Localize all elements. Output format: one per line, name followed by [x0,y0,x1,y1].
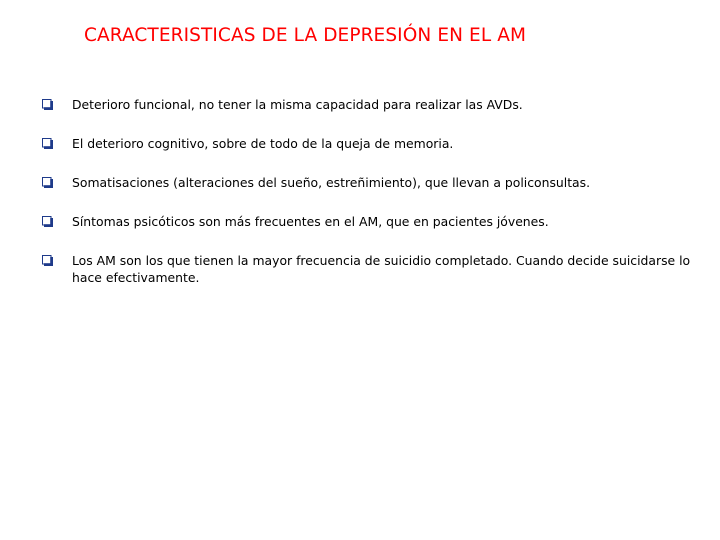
square-bullet-icon [42,99,53,110]
square-bullet-icon [42,177,53,188]
list-item [42,174,692,191]
bullet-text: El deterioro cognitivo, sobre de todo de la queja de memoria. [72,136,454,151]
list-item [42,135,692,152]
bullet-text: Somatisaciones (alteraciones del sueño, estreñimiento), que llevan a policonsultas. [72,175,591,190]
slide-title: CARACTERISTICAS DE LA DEPRESIÓN EN EL AM [84,25,527,46]
square-bullet-icon [42,138,53,149]
bullet-text: Deterioro funcional, no tener la misma capacidad para realizar las AVDs. [72,97,523,112]
bullet-text: Los AM son los que tienen la mayor frecuencia de suicidio completado. Cuando decide suicidarse lo hace efectivamente. [72,253,691,285]
list-item [42,252,692,286]
list-item [42,96,692,113]
square-bullet-icon [42,216,53,227]
bullet-text: Síntomas psicóticos son más frecuentes en el AM, que en pacientes jóvenes. [72,214,549,229]
list-item [42,213,692,230]
bullet-list [42,96,692,308]
square-bullet-icon [42,255,53,266]
